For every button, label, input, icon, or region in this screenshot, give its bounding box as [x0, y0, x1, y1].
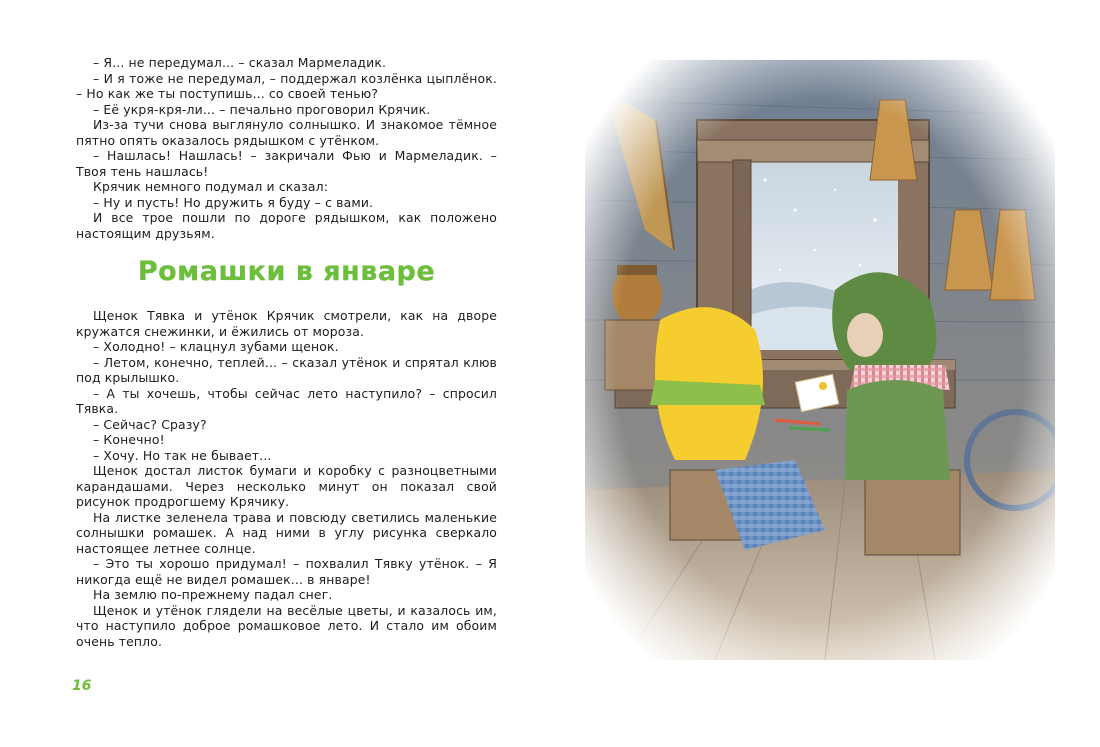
previous-story-text — [76, 55, 497, 241]
paragraph: – И я тоже не передумал, – поддержал козлёнка цыплёнок. – Но как же ты поступишь... со своей тенью? — [76, 70, 497, 101]
story-text — [76, 308, 497, 649]
paragraph: – Нашлась! Нашлась! – закричали Фью и Мармеладик. – Твоя тень нашлась! — [76, 148, 497, 179]
paragraph: Щенок достал листок бумаги и коробку с разноцветными карандашами. Через несколько минут он показал свой рисунок продрогшему Крячику. — [76, 463, 497, 509]
paragraph: – Ну и пусть! Но дружить я буду – с вами. — [93, 194, 374, 210]
paragraph: На землю по-прежнему падал снег. — [93, 587, 333, 602]
paragraph: – Холодно! – клацнул зубами щенок. — [93, 339, 339, 354]
story-title: Ромашки в январе — [137, 256, 436, 287]
paragraph: – Сейчас? Сразу? — [93, 416, 207, 432]
paragraph: – Я... не передумал... – сказал Мармеладик. — [93, 55, 387, 70]
page-number: 16 — [72, 678, 92, 694]
paragraph: – Летом, конечно, теплей... – сказал утёнок и спрятал клюв под крылышко. — [76, 354, 497, 385]
paragraph: – Конечно! — [93, 432, 165, 447]
paragraph: Из-за тучи снова выглянуло солнышко. И знакомое тёмное пятно опять оказалось рядышком с утёнком. — [76, 117, 497, 148]
paragraph: – Это ты хорошо придумал! – похвалил Тявку утёнок. – Я никогда ещё не видел ромашек... в январе! — [76, 556, 497, 587]
illustration — [585, 60, 1055, 660]
paragraph: – Хочу. Но так не бывает... — [93, 447, 272, 463]
paragraph: – А ты хочешь, чтобы сейчас лето наступило? – спросил Тявка. — [76, 385, 497, 416]
paragraph: Крячик немного подумал и сказал: — [93, 179, 329, 194]
paragraph: Щенок Тявка и утёнок Крячик смотрели, как на дворе кружатся снежинки, и ёжились от мороза. — [76, 308, 497, 339]
paragraph: – Её укря-кря-ли... – печально проговорил Крячик. — [93, 101, 431, 117]
paragraph: На листке зеленела трава и повсюду светились маленькие солнышки ромашек. А над ними в углу рисунка сверкало настоящее летнее солнце. — [76, 509, 497, 556]
paragraph: И все трое пошли по дороге рядышком, как положено настоящим друзьям. — [76, 210, 497, 241]
paragraph: Щенок и утёнок глядели на весёлые цветы, и казалось им, что наступило доброе ромашковое лето. И стало им обоим очень тепло. — [76, 602, 497, 649]
